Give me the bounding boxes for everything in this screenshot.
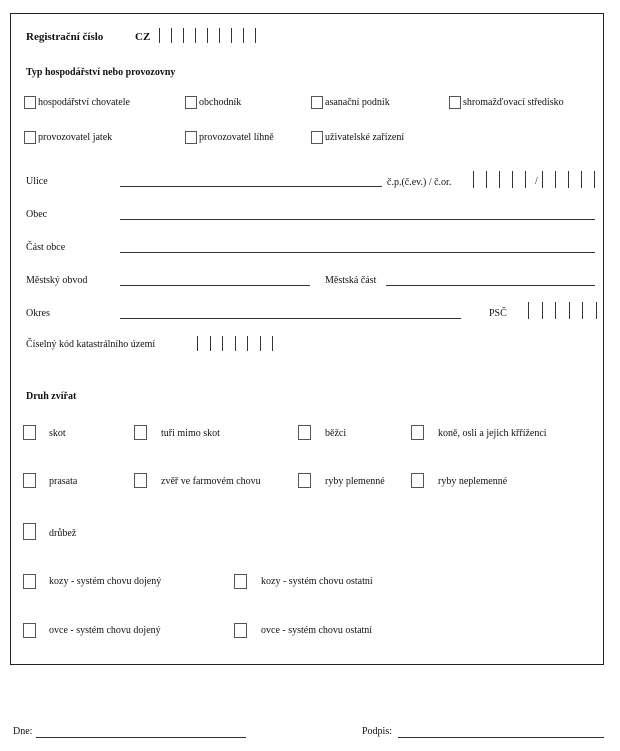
street-label: Ulice bbox=[26, 176, 48, 187]
animal-species-label: kozy - systém chovu dojený bbox=[49, 576, 162, 587]
animal-species-label: prasata bbox=[49, 476, 78, 487]
animal-species-checkbox[interactable] bbox=[411, 425, 424, 440]
animal-species-checkbox[interactable] bbox=[134, 473, 147, 488]
city-district-field[interactable] bbox=[120, 285, 310, 286]
holding-type-checkbox[interactable] bbox=[185, 131, 197, 144]
animal-species-checkbox[interactable] bbox=[23, 574, 36, 589]
district-field[interactable] bbox=[120, 318, 461, 319]
country-code: CZ bbox=[135, 31, 151, 43]
animal-species-label: koně, osli a jejich křříženci bbox=[438, 428, 547, 439]
animal-species-label: ryby plemenné bbox=[325, 476, 385, 487]
orientation-number-field[interactable] bbox=[542, 171, 595, 188]
animal-species-checkbox[interactable] bbox=[23, 473, 36, 488]
holding-type-checkbox[interactable] bbox=[185, 96, 197, 109]
animal-species-label: skot bbox=[49, 428, 66, 439]
street-field[interactable] bbox=[120, 186, 382, 187]
house-number-field[interactable] bbox=[473, 171, 526, 188]
animal-species-label: zvěř ve farmovém chovu bbox=[161, 476, 261, 487]
animal-species-label: ryby neplemenné bbox=[438, 476, 508, 487]
animal-species-checkbox[interactable] bbox=[298, 425, 311, 440]
cadastral-code-label: Číselný kód katastrálního území bbox=[26, 339, 156, 350]
holding-type-label: provozovatel líhně bbox=[199, 132, 274, 143]
cadastral-code-field[interactable] bbox=[197, 336, 273, 351]
holding-type-label: uživatelské zařízení bbox=[325, 132, 405, 143]
animal-species-label: drůbež bbox=[49, 528, 77, 539]
holding-type-checkbox[interactable] bbox=[311, 96, 323, 109]
registration-number-field[interactable] bbox=[159, 28, 256, 43]
holding-type-label: asanační podnik bbox=[325, 97, 390, 108]
animal-species-checkbox[interactable] bbox=[23, 523, 36, 540]
animal-species-title: Druh zvířat bbox=[26, 391, 77, 402]
municipality-label: Obec bbox=[26, 209, 48, 220]
animal-species-checkbox[interactable] bbox=[234, 574, 247, 589]
animal-species-checkbox[interactable] bbox=[298, 473, 311, 488]
date-label: Dne: bbox=[13, 726, 33, 737]
date-field[interactable] bbox=[36, 737, 246, 738]
city-part-field[interactable] bbox=[386, 285, 595, 286]
district-label: Okres bbox=[26, 308, 50, 319]
signature-field[interactable] bbox=[398, 737, 604, 738]
animal-species-label: kozy - systém chovu ostatní bbox=[261, 576, 373, 587]
city-part-label: Městská část bbox=[325, 275, 377, 286]
animal-species-label: ovce - systém chovu dojený bbox=[49, 625, 161, 636]
holding-type-label: hospodářství chovatele bbox=[38, 97, 130, 108]
registration-number-label: Registrační číslo bbox=[26, 31, 104, 43]
animal-species-label: běžci bbox=[325, 428, 347, 439]
postal-code-label: PSČ bbox=[489, 308, 507, 319]
animal-species-checkbox[interactable] bbox=[411, 473, 424, 488]
holding-type-checkbox[interactable] bbox=[24, 96, 36, 109]
holding-type-label: shromažďovací středisko bbox=[463, 97, 564, 108]
holding-type-checkbox[interactable] bbox=[449, 96, 461, 109]
municipality-field[interactable] bbox=[120, 219, 595, 220]
animal-species-label: ovce - systém chovu ostatní bbox=[261, 625, 373, 636]
municipality-part-label: Část obce bbox=[26, 242, 66, 253]
animal-species-label: tuři mimo skot bbox=[161, 428, 220, 439]
animal-species-checkbox[interactable] bbox=[23, 425, 36, 440]
city-district-label: Městský obvod bbox=[26, 275, 88, 286]
house-numbers-label: č.p.(č.ev.) / č.or. bbox=[387, 177, 452, 188]
holding-type-checkbox[interactable] bbox=[311, 131, 323, 144]
holding-type-title: Typ hospodářství nebo provozovny bbox=[26, 67, 176, 78]
animal-species-checkbox[interactable] bbox=[234, 623, 247, 638]
animal-species-checkbox[interactable] bbox=[23, 623, 36, 638]
holding-type-label: provozovatel jatek bbox=[38, 132, 113, 143]
holding-type-checkbox[interactable] bbox=[24, 131, 36, 144]
animal-species-checkbox[interactable] bbox=[134, 425, 147, 440]
municipality-part-field[interactable] bbox=[120, 252, 595, 253]
signature-label: Podpis: bbox=[362, 726, 393, 737]
postal-code-field[interactable] bbox=[528, 302, 597, 319]
house-number-separator: / bbox=[535, 176, 538, 187]
holding-type-label: obchodník bbox=[199, 97, 242, 108]
